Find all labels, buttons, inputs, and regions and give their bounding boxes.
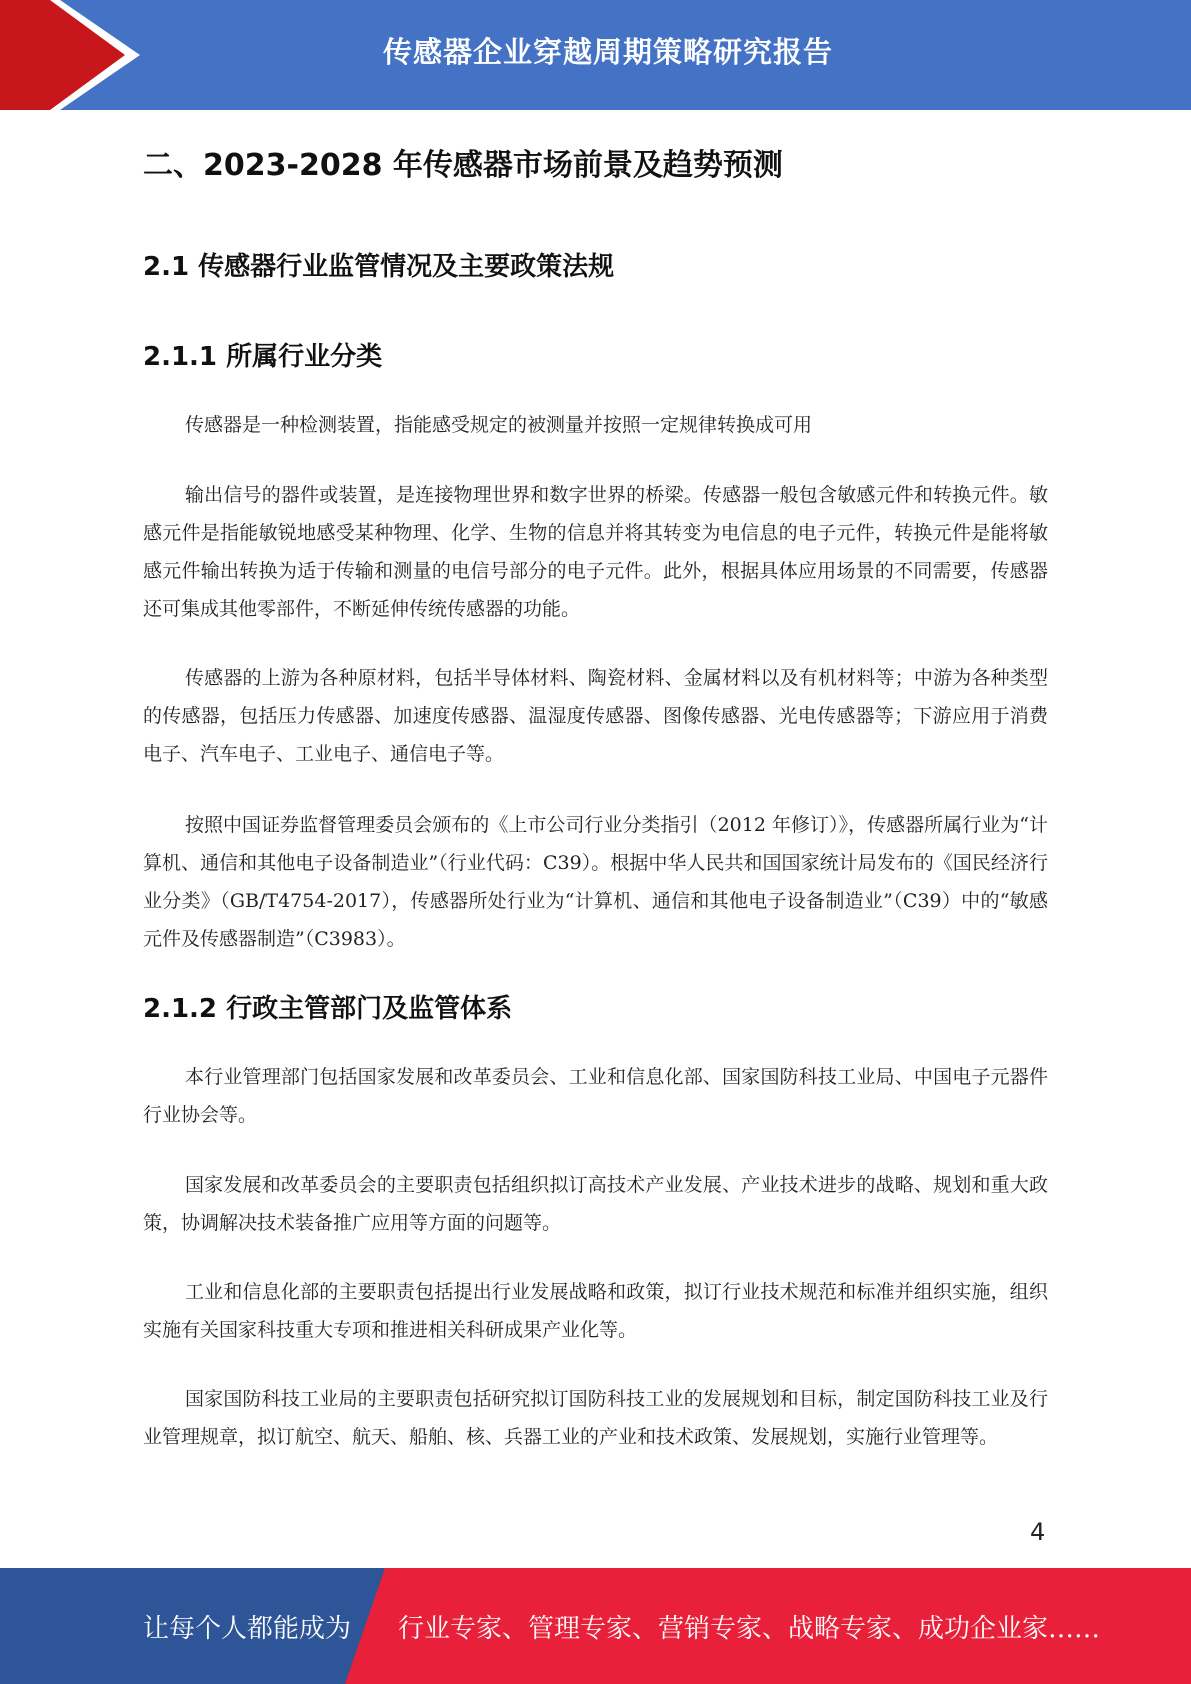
paragraph: 工业和信息化部的主要职责包括提出行业发展战略和政策，拟订行业技术规范和标准并组织实施，组织实施有关国家科技重大专项和推进相关科研成果产业化等。 bbox=[143, 1281, 1048, 1341]
section-title-2-1-1: 2.1.1 所属行业分类 bbox=[143, 342, 383, 372]
footer-slogan-right: 行业专家、管理专家、营销专家、战略专家、成功企业家…… bbox=[398, 1613, 1101, 1644]
header-title: 传感器企业穿越周期策略研究报告 bbox=[382, 34, 833, 69]
page-footer bbox=[0, 1568, 1191, 1684]
footer-slogan-left: 让每个人都能成为 bbox=[143, 1613, 352, 1644]
page-header bbox=[0, 0, 1191, 110]
chapter-title: 二、2023-2028 年传感器市场前景及趋势预测 bbox=[143, 148, 783, 183]
page-number: 4 bbox=[1030, 1518, 1046, 1546]
paragraph: 国家发展和改革委员会的主要职责包括组织拟订高技术产业发展、产业技术进步的战略、规划和重大政策，协调解决技术装备推广应用等方面的问题等。 bbox=[143, 1174, 1048, 1234]
paragraph: 按照中国证券监督管理委员会颁布的《上市公司行业分类指引（2012 年修订）》，传感器所属行业为“计算机、通信和其他电子设备制造业”（行业代码：C39）。根据中华人民共和国国家统计局发布的《国民经济行业分类》（GB/T4754-2017），传感器所处行业为“计算机、通信和其他电子设备制造业”（C39）中的“敏感元件及传感器制造”（C3983）。 bbox=[143, 814, 1048, 950]
paragraph: 国家国防科技工业局的主要职责包括研究拟订国防科技工业的发展规划和目标，制定国防科技工业及行业管理规章，拟订航空、航天、船舶、核、兵器工业的产业和技术政策、发展规划，实施行业管理等。 bbox=[143, 1388, 1048, 1448]
section-title-2-1: 2.1 传感器行业监管情况及主要政策法规 bbox=[143, 252, 615, 282]
paragraph: 传感器的上游为各种原材料，包括半导体材料、陶瓷材料、金属材料以及有机材料等；中游为各种类型的传感器，包括压力传感器、加速度传感器、温湿度传感器、图像传感器、光电传感器等；下游应用于消费电子、汽车电子、工业电子、通信电子等。 bbox=[143, 667, 1048, 765]
paragraph: 本行业管理部门包括国家发展和改革委员会、工业和信息化部、国家国防科技工业局、中国电子元器件行业协会等。 bbox=[143, 1066, 1048, 1126]
paragraph: 输出信号的器件或装置，是连接物理世界和数字世界的桥梁。传感器一般包含敏感元件和转换元件。敏感元件是指能敏锐地感受某种物理、化学、生物的信息并将其转变为电信息的电子元件，转换元件是能将敏感元件输出转换为适于传输和测量的电信号部分的电子元件。此外，根据具体应用场景的不同需要，传感器还可集成其他零部件，不断延伸传统传感器的功能。 bbox=[143, 484, 1048, 620]
section-title-2-1-2: 2.1.2 行政主管部门及监管体系 bbox=[143, 994, 513, 1024]
paragraph: 传感器是一种检测装置，指能感受规定的被测量并按照一定规律转换成可用 bbox=[185, 414, 813, 436]
